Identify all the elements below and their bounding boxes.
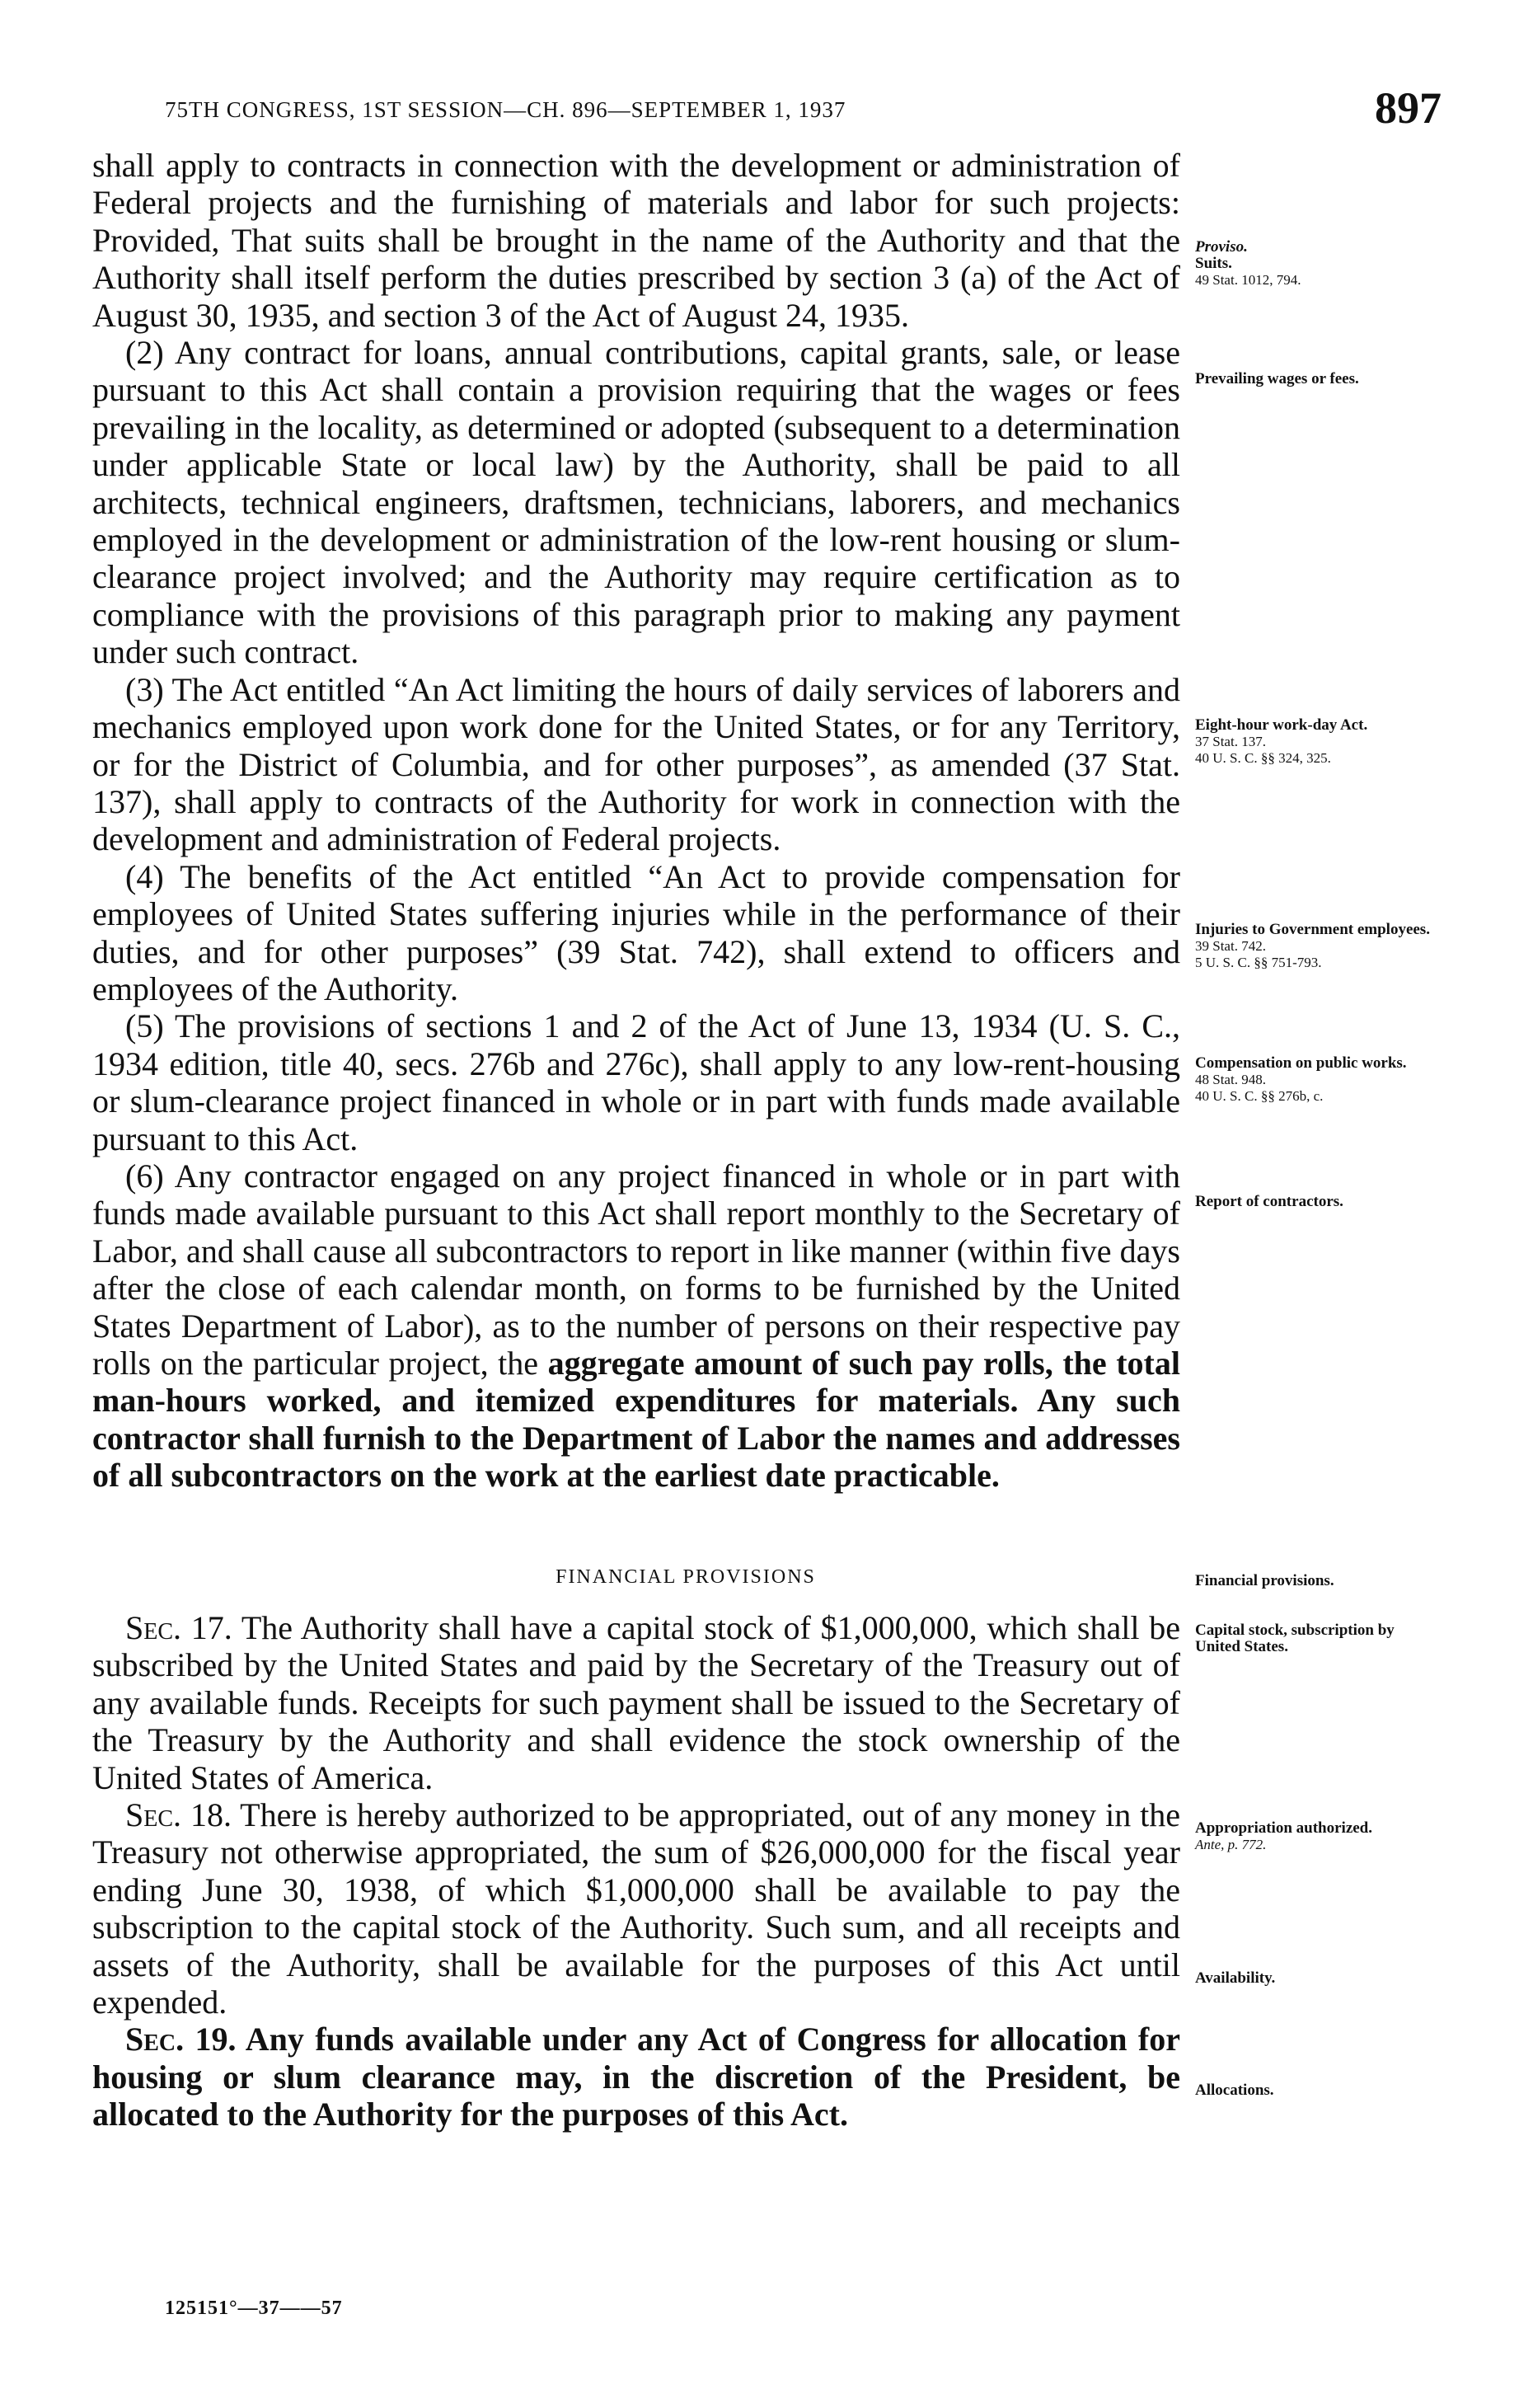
margin-note-injuries-ref1: 39 Stat. 742.: [1195, 938, 1266, 954]
margin-note-wages: Prevailing wages or fees.: [1195, 370, 1359, 387]
margin-note-injuries-label: Injuries to Government employees.: [1195, 921, 1430, 938]
section-17: [92, 1609, 1180, 1796]
section-19-label: Sec. 19.: [125, 2021, 237, 2058]
section-18-text: There is hereby authorized to be appropriated, out of any money in the Treasury not otherwise appropriated, the sum of $26,000,000 for the fiscal year ending June 30, 1938, of which $1,000,000 shall be available to pay the subscription to the capital stock of the Authority. Such sum, and all receipts and assets of the Authority, shall be available for the purposes of this Act until expended.: [92, 1796, 1180, 2021]
paragraph-3: (3) The Act entitled “An Act limiting the hours of daily services of laborers and mechanics employed upon work done for the United States, or for any Territory, or for the District of Columbia, and for other purposes”, as amended (37 Stat. 137), shall apply to contracts of the Authority for work in connection with the development and administration of Federal projects.: [92, 670, 1180, 858]
section-17-label: Sec. 17.: [125, 1609, 232, 1646]
margin-note-financial: Financial provisions.: [1195, 1572, 1334, 1589]
paragraph-6: [92, 1157, 1180, 1495]
page-header: [0, 0, 1519, 148]
body-text-lower: [92, 1609, 1180, 2133]
margin-note-compensation-ref1: 48 Stat. 948.: [1195, 1072, 1266, 1087]
margin-note-availability: Availability.: [1195, 1969, 1276, 1987]
margin-note-appropriation: [1195, 1820, 1442, 1853]
margin-note-injuries: [1195, 922, 1442, 971]
section-18-label: Sec. 18.: [125, 1796, 232, 1834]
section-18: [92, 1796, 1180, 2021]
margin-note-proviso: [1195, 239, 1442, 289]
section-heading: FINANCIAL PROVISIONS: [556, 1566, 816, 1588]
margin-note-appropriation-label: Appropriation authorized.: [1195, 1819, 1373, 1837]
margin-note-eight-hour-ref2: 40 U. S. C. §§ 324, 325.: [1195, 750, 1331, 766]
margin-note-compensation-label: Compensation on public works.: [1195, 1054, 1407, 1072]
margin-note-eight-hour-ref1: 37 Stat. 137.: [1195, 734, 1266, 749]
section-19-text: Any funds available under any Act of Congress for allocation for housing or slum clearance may, in the discretion of the President, be allocated to the Authority for the purposes of this Act.: [92, 2021, 1180, 2133]
paragraph-2: (2) Any contract for loans, annual contributions, capital grants, sale, or lease pursuant to this Act shall contain a provision requiring that the wages or fees prevailing in the locality, as determined or adopted (subsequent to a determination under applicable State or local law) by the Authority, shall be paid to all architects, technical engineers, draftsmen, technicians, laborers, and mechanics employed in the development or administration of the low-rent housing or slum-clearance project involved; and the Authority may require certification as to compliance with the provisions of this paragraph prior to making any payment under such contract.: [92, 334, 1180, 671]
print-job-code: 125151°—37——57: [165, 2298, 343, 2319]
margin-note-allocations: Allocations.: [1195, 2082, 1274, 2099]
margin-note-proviso-label: Proviso.: [1195, 238, 1248, 256]
margin-note-capital: Capital stock, subscription by United States.: [1195, 1622, 1395, 1655]
body-text-upper: [92, 147, 1180, 1495]
running-head: 75TH CONGRESS, 1ST SESSION—CH. 896—SEPTEMBER 1, 1937: [165, 97, 846, 122]
section-19: [92, 2021, 1180, 2133]
margin-note-compensation-ref2: 40 U. S. C. §§ 276b, c.: [1195, 1088, 1324, 1104]
margin-note-eight-hour: [1195, 717, 1442, 767]
margin-note-appropriation-ref: Ante, p. 772.: [1195, 1837, 1267, 1852]
paragraph-4: (4) The benefits of the Act entitled “An Act to provide compensation for employees of United States suffering injuries while in the performance of their duties, and for other purposes” (39 Stat. 742), shall extend to officers and employees of the Authority.: [92, 857, 1180, 1007]
margin-note-suits-ref: 49 Stat. 1012, 794.: [1195, 272, 1301, 288]
paragraph-5: (5) The provisions of sections 1 and 2 of the Act of June 13, 1934 (U. S. C., 1934 edition, title 40, secs. 276b and 276c), shall apply to any low-rent-housing or slum-clearance project financed in whole or in part with funds made available pursuant to this Act.: [92, 1007, 1180, 1157]
margin-note-eight-hour-label: Eight-hour work-day Act.: [1195, 716, 1368, 734]
section-heading-block: [92, 1566, 1180, 1589]
section-17-text: The Authority shall have a capital stock of $1,000,000, which shall be subscribed by the United States and paid by the Secretary of the Treasury out of any available funds. Receipts for such payment shall be issued to the Secretary of the Treasury by the Authority and shall evidence the stock ownership of the United States of America.: [92, 1609, 1180, 1796]
margin-note-report: Report of contractors.: [1195, 1193, 1343, 1210]
margin-note-compensation: [1195, 1055, 1442, 1105]
margin-note-suits: Suits.: [1195, 255, 1232, 272]
paragraph-continuation: shall apply to contracts in connection with the development or administration of Federal projects and the furnishing of materials and labor for such projects: Provided, That suits shall be brought in the name of the Authority and that the Authority shall itself perform the duties prescribed by section 3 (a) of the Act of August 30, 1935, and section 3 of the Act of August 24, 1935.: [92, 147, 1180, 334]
paragraph-6-end: aggregate amount of such pay rolls, the total man-hours worked, and itemized expenditures for materials. Any such contractor shall furnish to the Department of Labor the names and addresses of all subcontractors on the work at the earliest date practicable.: [92, 1345, 1180, 1495]
page-number: 897: [1375, 83, 1442, 133]
margin-note-injuries-ref2: 5 U. S. C. §§ 751-793.: [1195, 955, 1322, 970]
paragraph-6-start: (6) Any contractor engaged on any project financed in whole or in part with funds made available pursuant to this Act shall report monthly to the Secretary of Labor, and shall cause all subcontractors to report in like manner (within five days after the close of each calendar month, on forms to be furnished by the United States Department of Labor), as to the number of persons on their respective pay rolls on the particular project, the: [92, 1157, 1180, 1382]
